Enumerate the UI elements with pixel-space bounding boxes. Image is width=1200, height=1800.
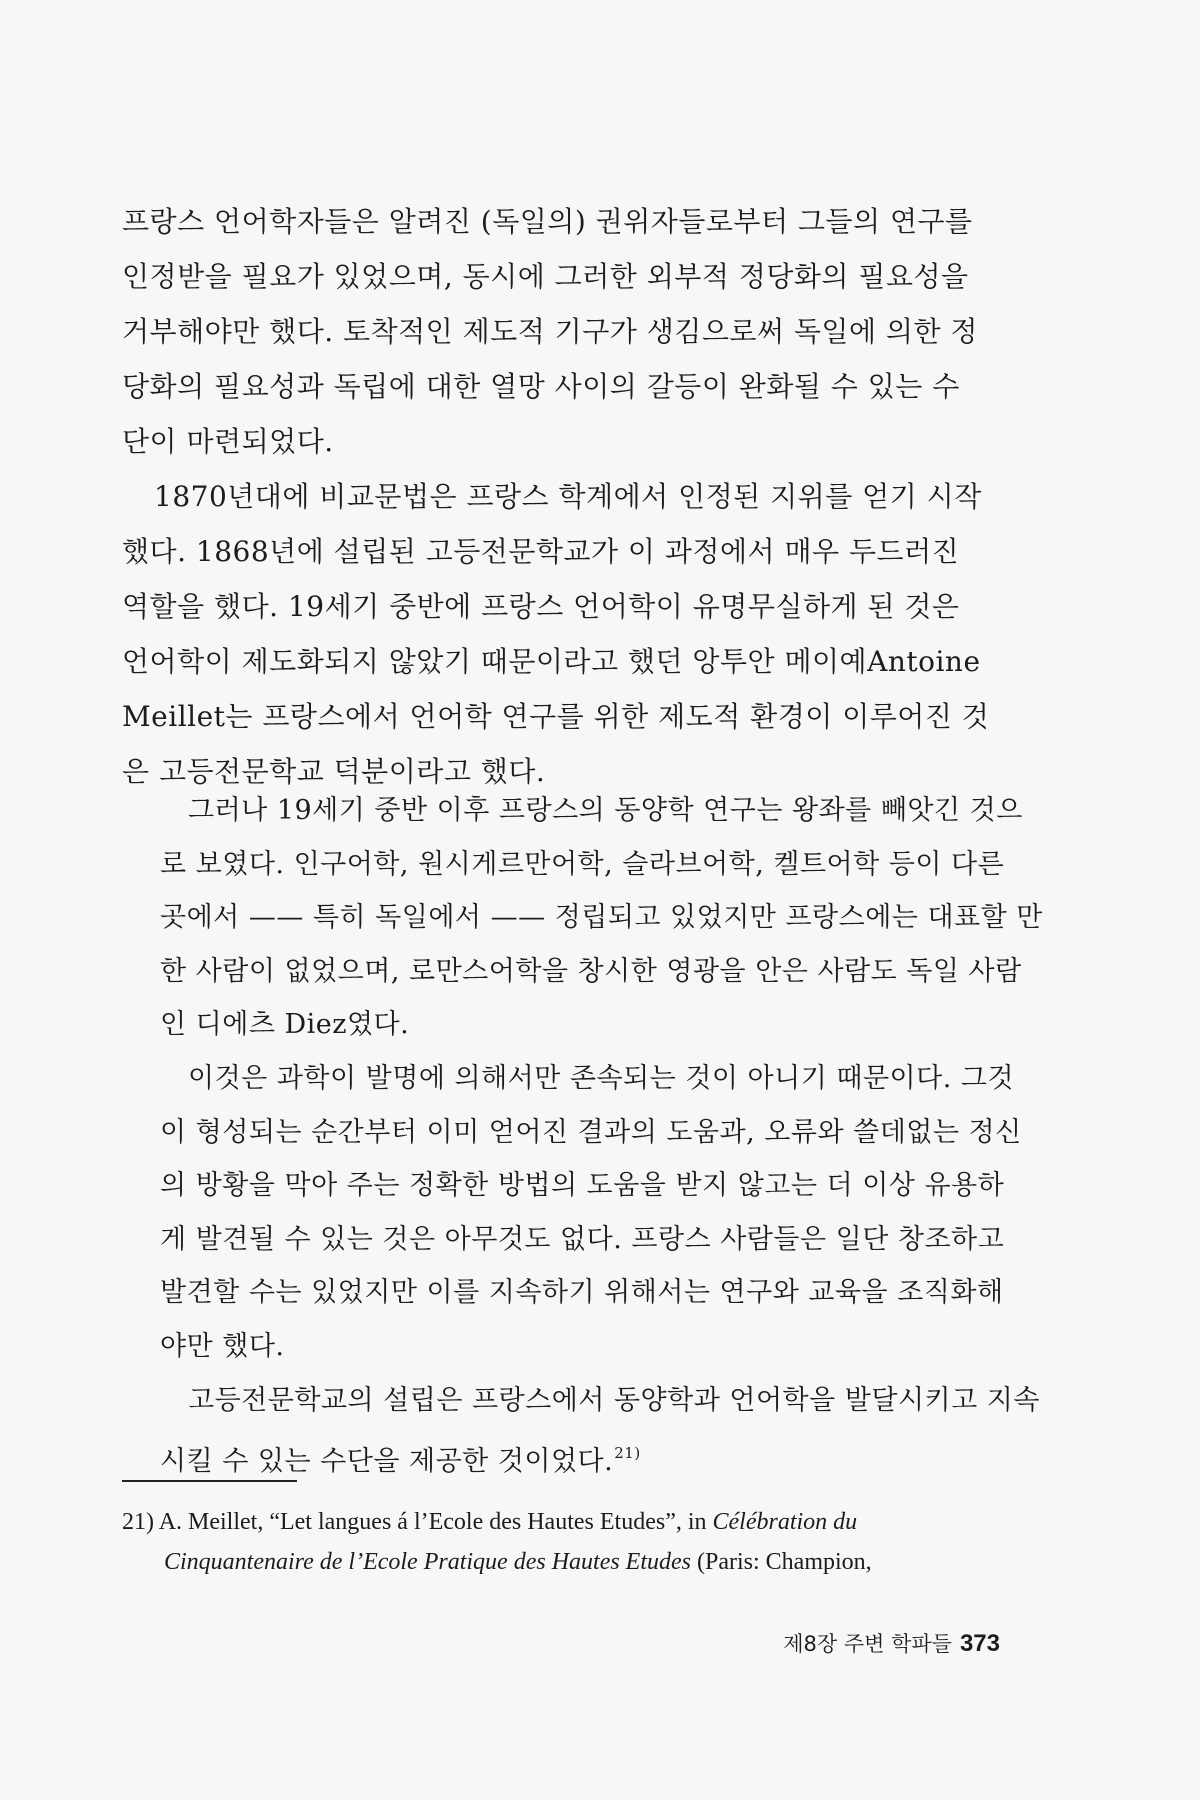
text-line: 했다. 1868년에 설립된 고등전문학교가 이 과정에서 매우 두드러진 [122, 535, 960, 568]
footnote-author: A. Meillet, [158, 1509, 264, 1535]
text-line: 역할을 했다. 19세기 중반에 프랑스 언어학이 유명무실하게 된 것은 [122, 590, 960, 623]
text-line: 은 고등전문학교 덕분이라고 했다. [122, 755, 546, 788]
footnote-title-part1: Célébration du [712, 1509, 858, 1535]
quote-line: 시킬 수 있는 수단을 제공한 것이었다. [160, 1446, 614, 1478]
text-line: 당화의 필요성과 독립에 대한 열망 사이의 갈등이 완화될 수 있는 수 [122, 370, 960, 403]
footnote-divider [122, 1480, 297, 1482]
quote-line: 이 형성되는 순간부터 이미 얻어진 결과의 도움과, 오류와 쓸데없는 정신 [160, 1116, 1022, 1148]
footnote-line-2 [122, 1542, 1022, 1582]
text-line: 1870년대에 비교문법은 프랑스 학계에서 인정된 지위를 얻기 시작 [154, 480, 982, 513]
footnote-number: 21) [122, 1509, 154, 1535]
quote-line: 그러나 19세기 중반 이후 프랑스의 동양학 연구는 왕좌를 빼앗긴 것으 [188, 795, 1023, 826]
quote-line: 고등전문학교의 설립은 프랑스에서 동양학과 언어학을 발달시키고 지속 [188, 1384, 1040, 1416]
quote-line: 로 보였다. 인구어학, 원시게르만어학, 슬라브어학, 켈트어학 등이 다른 [160, 848, 1005, 880]
text-line: 단이 마련되었다. [122, 425, 334, 458]
quote-line: 게 발견될 수 있는 것은 아무것도 없다. 프랑스 사람들은 일단 창조하고 [160, 1223, 1005, 1255]
text-line: 프랑스 언어학자들은 알려진 (독일의) 권위자들로부터 그들의 연구를 [122, 205, 973, 238]
page-number: 373 [959, 1630, 1000, 1657]
text-line: 인정받을 필요가 있었으며, 동시에 그러한 외부적 정당화의 필요성을 [122, 260, 969, 293]
footnote-article: “Let langues á l’Ecole des Hautes Etudes”, in [269, 1509, 707, 1535]
chapter-title: 제8장 주변 학파들 [783, 1632, 952, 1656]
block-quote [160, 784, 1043, 1481]
quote-line: 한 사람이 없었으며, 로만스어학을 창시한 영광을 안은 사람도 독일 사람 [160, 955, 1022, 987]
footnote [122, 1502, 1022, 1582]
quote-line: 의 방황을 막아 주는 정확한 방법의 도움을 받지 않고는 더 이상 유용하 [160, 1170, 1005, 1202]
quote-line-with-ref [160, 1427, 1002, 1481]
body-paragraphs [122, 194, 1002, 799]
quote-line: 곳에서 —— 특히 독일에서 —— 정립되고 있었지만 프랑스에는 대표할 만 [160, 902, 1043, 934]
text-line: Meillet는 프랑스에서 언어학 연구를 위한 제도적 환경이 이루어진 것 [122, 700, 990, 733]
footnote-publisher: (Paris: Champion, [697, 1549, 872, 1575]
quote-line: 이것은 과학이 발명에 의해서만 존속되는 것이 아니기 때문이다. 그것 [188, 1062, 1015, 1094]
quote-line: 야만 했다. [160, 1330, 285, 1362]
text-line: 거부해야만 했다. 토착적인 제도적 기구가 생김으로써 독일에 의한 정 [122, 315, 978, 348]
quote-line: 인 디에츠 Diez였다. [160, 1009, 410, 1041]
footnote-title-part2: Cinquantenaire de l’Ecole Pratique des Hautes Etudes [164, 1549, 692, 1575]
running-footer [783, 1628, 1000, 1658]
footnote-reference[interactable]: 21) [614, 1444, 641, 1463]
footnote-line-1 [122, 1502, 1022, 1542]
quote-line: 발견할 수는 있었지만 이를 지속하기 위해서는 연구와 교육을 조직화해 [160, 1277, 1004, 1309]
text-line: 언어학이 제도화되지 않았기 때문이라고 했던 앙투안 메이예Antoine [122, 645, 981, 678]
